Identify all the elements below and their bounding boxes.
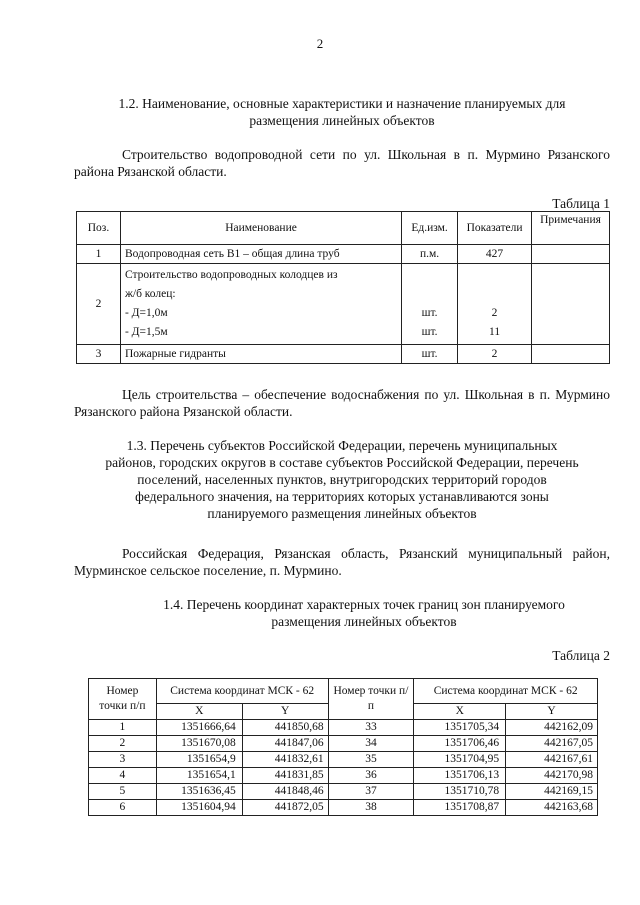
section-1-3-title xyxy=(40,437,640,522)
table1-header-pos: Поз. xyxy=(77,212,121,245)
table1-row3-pos: 3 xyxy=(77,345,121,364)
table1-row3-notes xyxy=(532,345,610,364)
table1-row2-sub2-unit: шт. xyxy=(421,326,438,338)
table2-cell: 2 xyxy=(89,736,157,752)
section-1-3-line2: районов, городских округов в составе субъектов Российской Федерации, перечень xyxy=(105,455,579,470)
table2-cell: 441872,05 xyxy=(242,800,328,816)
table2-cell: 5 xyxy=(89,784,157,800)
table1-row3-unit: шт. xyxy=(402,345,458,364)
table1-row1-unit: п.м. xyxy=(402,245,458,264)
table1-row1-name: Водопроводная сеть В1 – общая длина труб xyxy=(120,245,401,264)
table2-cell: 442162,09 xyxy=(506,720,598,736)
table2-cell: 33 xyxy=(328,720,414,736)
table2-header-y-right: Y xyxy=(506,704,598,720)
table1-row2-value xyxy=(458,264,532,345)
table1-header-value: Показатели xyxy=(458,212,532,245)
section-1-3-line5: планируемого размещения линейных объектов xyxy=(207,506,477,521)
table1-header-unit: Ед.изм. xyxy=(402,212,458,245)
table1-header-notes: Примечания xyxy=(532,212,610,245)
table1-row2-sub1-value: 2 xyxy=(491,307,498,319)
table1-row1-value: 427 xyxy=(458,245,532,264)
table2-cell: 1351654,9 xyxy=(156,752,242,768)
table2-cell: 6 xyxy=(89,800,157,816)
table2-cell: 441847,06 xyxy=(242,736,328,752)
table1-row2-sub2-value: 11 xyxy=(489,326,501,338)
table2-cell: 441831,85 xyxy=(242,768,328,784)
table2-cell: 35 xyxy=(328,752,414,768)
table1-caption: Таблица 1 xyxy=(552,196,610,211)
table2-cell: 4 xyxy=(89,768,157,784)
section-1-3-line1: 1.3. Перечень субъектов Российской Федерации, перечень муниципальных xyxy=(126,438,558,453)
table-row xyxy=(77,245,610,264)
table-row xyxy=(77,264,610,345)
table1-row2-sub2-name: - Д=1,5м xyxy=(124,326,168,338)
table2-cell: 442167,61 xyxy=(506,752,598,768)
table1 xyxy=(76,211,610,364)
table1-row2-notes xyxy=(532,264,610,345)
table2-cell: 1351670,08 xyxy=(156,736,242,752)
section-1-3-line3: поселений, населенных пунктов, внутригородских территорий городов xyxy=(137,472,547,487)
table-row xyxy=(89,768,598,784)
table-row xyxy=(89,784,598,800)
section-1-4-line1: 1.4. Перечень координат характерных точек границ зон планируемого xyxy=(163,597,565,612)
table2-header-x-right: X xyxy=(414,704,506,720)
table2-cell: 442170,98 xyxy=(506,768,598,784)
table2-cell: 1351708,87 xyxy=(414,800,506,816)
table2-cell: 1 xyxy=(89,720,157,736)
table1-row3-value: 2 xyxy=(458,345,532,364)
section-1-2-paragraph: Строительство водопроводной сети по ул. Школьная в п. Мурмино Рязанского района Рязанской области. xyxy=(74,147,610,179)
table2-cell: 442163,68 xyxy=(506,800,598,816)
section-1-3-paragraph: Российская Федерация, Рязанская область, Рязанский муниципальный район, Мурминское сельское поселение, п. Мурмино. xyxy=(74,546,610,578)
table2-cell: 1351666,64 xyxy=(156,720,242,736)
table1-row2-pos: 2 xyxy=(77,264,121,345)
table-row xyxy=(89,800,598,816)
table1-row2-unit xyxy=(402,264,458,345)
table2-header-row xyxy=(89,679,598,704)
table2-cell: 1351705,34 xyxy=(414,720,506,736)
table1-header-name: Наименование xyxy=(120,212,401,245)
goal-paragraph: Цель строительства – обеспечение водоснабжения по ул. Школьная в п. Мурмино Рязанского района Рязанской области. xyxy=(74,387,610,419)
section-1-4-line2: размещения линейных объектов xyxy=(271,614,457,629)
section-1-2-title-line2: размещения линейных объектов xyxy=(249,113,435,128)
table2-cell: 1351654,1 xyxy=(156,768,242,784)
table2-cell: 1351706,46 xyxy=(414,736,506,752)
table1-row2-sub1-name: - Д=1,0м xyxy=(124,307,168,319)
table-row xyxy=(89,720,598,736)
table2-cell: 441848,46 xyxy=(242,784,328,800)
table1-row3-name: Пожарные гидранты xyxy=(120,345,401,364)
table-row xyxy=(89,736,598,752)
table2 xyxy=(88,678,598,816)
table2-header-system-left: Система координат МСК - 62 xyxy=(156,679,328,704)
section-1-4-title xyxy=(90,596,638,630)
section-1-2-title xyxy=(40,95,640,129)
table2-header-point-right: Номер точки п/п xyxy=(328,679,414,720)
table2-cell: 1351604,94 xyxy=(156,800,242,816)
table2-cell: 442169,15 xyxy=(506,784,598,800)
table2-header-y-left: Y xyxy=(242,704,328,720)
table-row xyxy=(89,752,598,768)
table2-cell: 36 xyxy=(328,768,414,784)
table1-header-row xyxy=(77,212,610,245)
table2-cell: 1351636,45 xyxy=(156,784,242,800)
table2-cell: 37 xyxy=(328,784,414,800)
table1-row1-pos: 1 xyxy=(77,245,121,264)
table2-cell: 441832,61 xyxy=(242,752,328,768)
table2-header-system-right: Система координат МСК - 62 xyxy=(414,679,598,704)
table2-cell: 441850,68 xyxy=(242,720,328,736)
table1-row2-name xyxy=(120,264,401,345)
table-row xyxy=(77,345,610,364)
section-1-3-line4: федерального значения, на территориях которых устанавливаются зоны xyxy=(135,489,549,504)
table2-cell: 1351706,13 xyxy=(414,768,506,784)
table2-cell: 38 xyxy=(328,800,414,816)
page-number: 2 xyxy=(316,36,324,51)
table2-caption: Таблица 2 xyxy=(552,648,610,663)
table2-cell: 442167,05 xyxy=(506,736,598,752)
table2-header-point-left: Номер точки п/п xyxy=(89,679,157,720)
table1-row1-notes xyxy=(532,245,610,264)
table1-row2-name-line1: Строительство водопроводных колодцев из xyxy=(124,269,338,281)
table1-row2-name-line2: ж/б колец: xyxy=(124,288,176,300)
table1-row2-sub1-unit: шт. xyxy=(421,307,438,319)
table2-cell: 1351710,78 xyxy=(414,784,506,800)
table2-cell: 1351704,95 xyxy=(414,752,506,768)
table2-cell: 3 xyxy=(89,752,157,768)
table2-cell: 34 xyxy=(328,736,414,752)
section-1-2-title-line1: 1.2. Наименование, основные характеристики и назначение планируемых для xyxy=(118,96,566,111)
table2-header-x-left: X xyxy=(156,704,242,720)
